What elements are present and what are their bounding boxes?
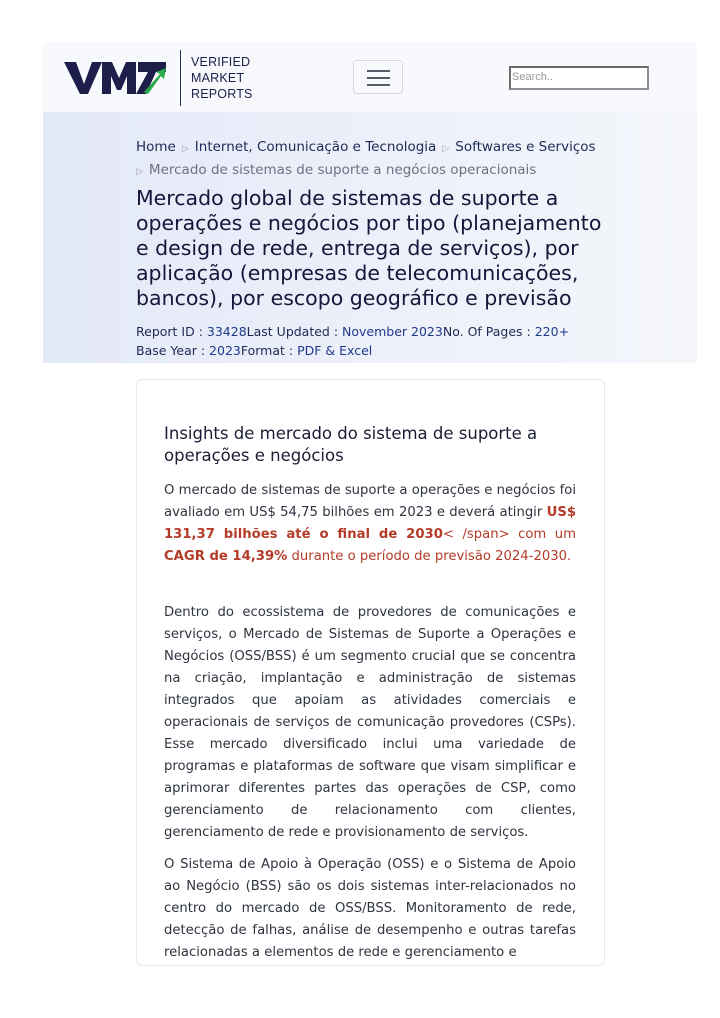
page-title: Mercado global de sistemas de suporte a operações e negócios por tipo (planejamento e design de rede, entrega de serviços), por aplicação (empresas de telecomunicações, bancos), por escopo geográfico e previsão xyxy=(136,186,602,310)
format-label: Format : xyxy=(240,343,298,358)
base-year-label: Base Year : xyxy=(136,343,210,358)
logo-word: REPORTS xyxy=(191,87,253,101)
insights-paragraph: Dentro do ecossistema de provedores de comunicações e serviços, o Mercado de Sistemas de Suporte a Operações e Negócios (OSS/BSS) é um segmento crucial que se concentra na criação, implantação e administração de sistemas integrados que apoiam as atividades comerciais e operacionais de serviços de comunicação provedores (CSPs). Esse mercado diversificado inclui uma variedade de programas e plataformas de software que visam simplificar e aprimorar diferentes partes das operações de CSP, como gerenciamento de relacionamento com clientes, gerenciamento de rede e provisionamento de serviços. xyxy=(164,605,576,840)
menu-toggle-button[interactable] xyxy=(353,60,403,94)
logo-divider xyxy=(180,50,181,106)
vmr-logo-mark xyxy=(64,58,168,98)
paragraph-text: O mercado de sistemas de suporte a operações e negócios foi avaliado em US$ 54,75 bilhões em 2023 e deverá atingir xyxy=(164,483,576,520)
insights-heading: Insights de mercado do sistema de suporte a operações e negócios xyxy=(164,424,538,465)
breadcrumb xyxy=(136,137,616,183)
report-id-label: Report ID : xyxy=(136,324,207,339)
report-meta xyxy=(136,322,606,360)
logo-word: VERIFIED xyxy=(191,55,251,69)
base-year-value: 2023 xyxy=(209,343,241,358)
last-updated-label: Last Updated : xyxy=(246,324,343,339)
breadcrumb-category-link[interactable]: Internet, Comunicação e Tecnologia xyxy=(194,139,437,155)
highlight-value: US$ 131,37 bilhões até o final de 2030 xyxy=(164,505,576,542)
breadcrumb-separator-icon: ▷ xyxy=(442,144,450,154)
site-header xyxy=(43,42,697,112)
report-id-value: 33428 xyxy=(206,324,247,339)
insights-paragraph: O Sistema de Apoio à Operação (OSS) e o Sistema de Apoio ao Negócio (BSS) são os dois sistemas inter-relacionados no centro do mercado de OSS/BSS. Monitoramento de rede, detecção de falhas, análise de desempenho e outras tarefas relacionadas a elementos de rede e gerenciamento e xyxy=(164,857,576,960)
search-placeholder: Search.. xyxy=(512,71,553,83)
vmr-logo[interactable] xyxy=(64,50,168,106)
hamburger-icon xyxy=(367,77,390,79)
breadcrumb-home-link[interactable]: Home xyxy=(136,139,176,155)
paragraph-text: < /span> com um xyxy=(442,527,576,542)
last-updated-value: November 2023 xyxy=(342,324,443,339)
report-hero xyxy=(43,112,697,363)
pages-value: 220+ xyxy=(534,324,570,339)
logo-wordmark xyxy=(191,54,253,102)
insights-paragraph xyxy=(164,480,576,568)
pages-label: No. Of Pages : xyxy=(442,324,535,339)
highlight-cagr: CAGR de 14,39% xyxy=(164,549,288,564)
insights-card xyxy=(136,379,605,966)
hamburger-icon xyxy=(367,84,390,86)
paragraph-text: durante o período de previsão 2024-2030. xyxy=(287,549,572,564)
breadcrumb-subcategory-link[interactable]: Softwares e Serviços xyxy=(455,139,596,155)
breadcrumb-separator-icon: ▷ xyxy=(136,167,143,177)
hamburger-icon xyxy=(367,70,390,72)
format-value: PDF & Excel xyxy=(297,343,373,358)
search-input[interactable] xyxy=(509,66,649,90)
breadcrumb-current: Mercado de sistemas de suporte a negócios operacionais xyxy=(148,162,537,178)
breadcrumb-separator-icon: ▷ xyxy=(181,144,189,154)
logo-word: MARKET xyxy=(191,71,245,85)
